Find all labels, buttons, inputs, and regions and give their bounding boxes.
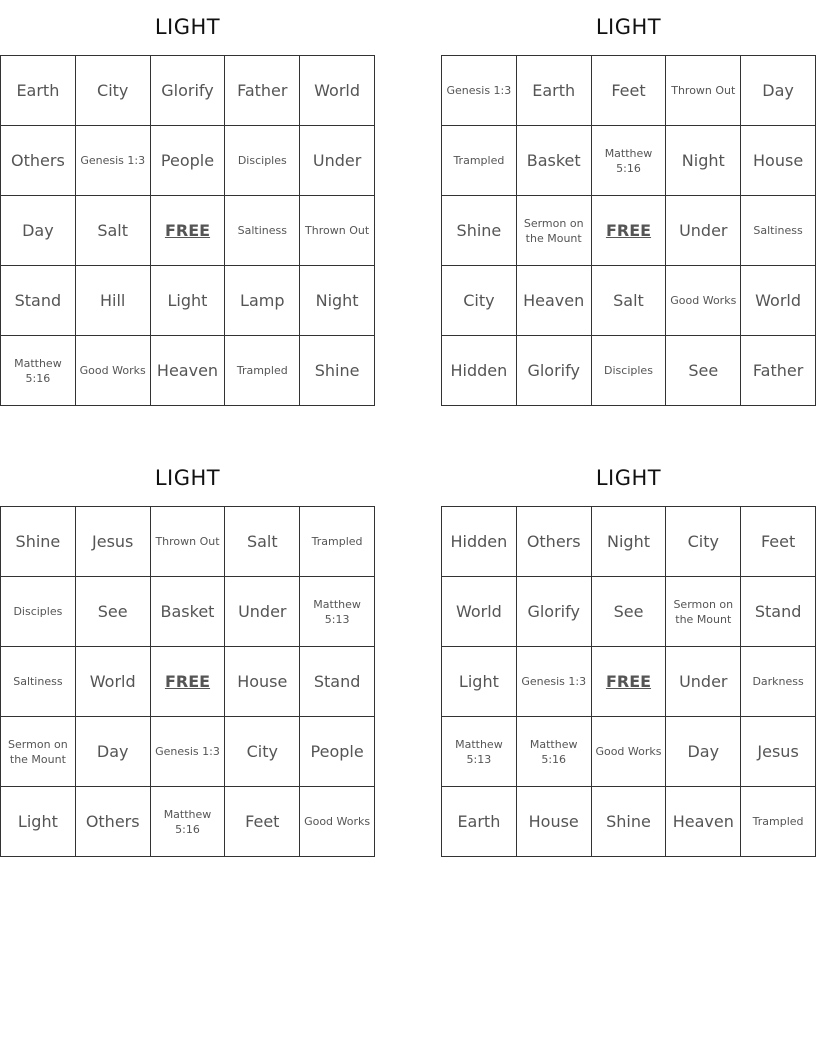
bingo-cell: Hidden	[442, 336, 517, 406]
bingo-grid	[0, 55, 375, 406]
card-title: LIGHT	[154, 15, 221, 39]
free-space-cell: FREE	[151, 196, 226, 266]
bingo-cell: World	[741, 266, 816, 336]
bingo-cell: Genesis 1:3	[151, 717, 226, 787]
bingo-cell: Thrown Out	[151, 507, 226, 577]
bingo-cell: Hidden	[442, 507, 517, 577]
bingo-cell: Stand	[741, 577, 816, 647]
bingo-cell: Disciples	[1, 577, 76, 647]
bingo-cell: World	[300, 56, 375, 126]
bingo-cell: Good Works	[76, 336, 151, 406]
bingo-cell: Saltiness	[1, 647, 76, 717]
bingo-cell: People	[300, 717, 375, 787]
bingo-grid	[441, 506, 816, 857]
bingo-cell: Father	[225, 56, 300, 126]
bingo-cell: Feet	[592, 56, 667, 126]
free-space-cell: FREE	[151, 647, 226, 717]
bingo-cell: Trampled	[300, 507, 375, 577]
bingo-cell: Stand	[300, 647, 375, 717]
bingo-cell: Earth	[517, 56, 592, 126]
bingo-cell: City	[76, 56, 151, 126]
bingo-cell: Shine	[592, 787, 667, 857]
bingo-cell: Good Works	[300, 787, 375, 857]
bingo-cell: Night	[592, 507, 667, 577]
bingo-cell: House	[225, 647, 300, 717]
bingo-cell: Matthew 5:13	[442, 717, 517, 787]
bingo-cell: Salt	[592, 266, 667, 336]
bingo-cell: Lamp	[225, 266, 300, 336]
bingo-cell: Genesis 1:3	[442, 56, 517, 126]
bingo-cell: Light	[151, 266, 226, 336]
bingo-cell: Trampled	[225, 336, 300, 406]
bingo-cell: Heaven	[666, 787, 741, 857]
bingo-cell: Shine	[300, 336, 375, 406]
bingo-cell: Shine	[442, 196, 517, 266]
bingo-cell: Matthew 5:16	[592, 126, 667, 196]
bingo-cell: Genesis 1:3	[76, 126, 151, 196]
bingo-cell: Trampled	[442, 126, 517, 196]
bingo-cell: Disciples	[225, 126, 300, 196]
bingo-cell: Glorify	[517, 336, 592, 406]
bingo-cell: Matthew 5:16	[1, 336, 76, 406]
bingo-cell: Father	[741, 336, 816, 406]
bingo-cell: Feet	[225, 787, 300, 857]
bingo-cell: Basket	[517, 126, 592, 196]
bingo-cell: Others	[1, 126, 76, 196]
bingo-cell: Shine	[1, 507, 76, 577]
bingo-cell: Light	[442, 647, 517, 717]
card-title: LIGHT	[595, 15, 662, 39]
bingo-cell: Matthew 5:16	[151, 787, 226, 857]
bingo-cell: People	[151, 126, 226, 196]
bingo-card-1	[0, 0, 375, 406]
bingo-cell: Thrown Out	[666, 56, 741, 126]
bingo-cell: Day	[666, 717, 741, 787]
bingo-cell: Others	[517, 507, 592, 577]
bingo-cell: Salt	[225, 507, 300, 577]
bingo-cell: See	[76, 577, 151, 647]
bingo-cell: Sermon on the Mount	[517, 196, 592, 266]
bingo-cell: Thrown Out	[300, 196, 375, 266]
bingo-cell: Trampled	[741, 787, 816, 857]
bingo-cell: Jesus	[76, 507, 151, 577]
bingo-cell: Earth	[442, 787, 517, 857]
bingo-cell: City	[666, 507, 741, 577]
bingo-cell: Sermon on the Mount	[666, 577, 741, 647]
bingo-cell: Basket	[151, 577, 226, 647]
bingo-cell: World	[76, 647, 151, 717]
bingo-cell: Jesus	[741, 717, 816, 787]
bingo-cell: House	[741, 126, 816, 196]
bingo-cell: Genesis 1:3	[517, 647, 592, 717]
bingo-cell: City	[442, 266, 517, 336]
bingo-cell: Hill	[76, 266, 151, 336]
bingo-cell: Day	[1, 196, 76, 266]
bingo-cell: Day	[741, 56, 816, 126]
bingo-card-3	[0, 451, 375, 857]
bingo-cell: Under	[666, 647, 741, 717]
card-title: LIGHT	[154, 466, 221, 490]
bingo-cell: World	[442, 577, 517, 647]
bingo-grid	[441, 55, 816, 406]
bingo-cell: Earth	[1, 56, 76, 126]
bingo-cell: Heaven	[517, 266, 592, 336]
bingo-cell: Under	[666, 196, 741, 266]
bingo-cell: Salt	[76, 196, 151, 266]
bingo-cell: Disciples	[592, 336, 667, 406]
bingo-cell: Stand	[1, 266, 76, 336]
bingo-cell: See	[666, 336, 741, 406]
free-space-cell: FREE	[592, 196, 667, 266]
bingo-grid	[0, 506, 375, 857]
bingo-cell: Glorify	[517, 577, 592, 647]
bingo-cell: Others	[76, 787, 151, 857]
bingo-cell: Glorify	[151, 56, 226, 126]
bingo-cell: Matthew 5:13	[300, 577, 375, 647]
bingo-cell: Under	[300, 126, 375, 196]
bingo-cell: Heaven	[151, 336, 226, 406]
bingo-card-4	[441, 451, 816, 857]
bingo-card-2	[441, 0, 816, 406]
bingo-cell: Saltiness	[225, 196, 300, 266]
bingo-cell: Darkness	[741, 647, 816, 717]
bingo-cell: Feet	[741, 507, 816, 577]
bingo-cell: Sermon on the Mount	[1, 717, 76, 787]
bingo-cell: City	[225, 717, 300, 787]
bingo-cell: Day	[76, 717, 151, 787]
bingo-cell: House	[517, 787, 592, 857]
bingo-cell: Under	[225, 577, 300, 647]
bingo-cell: Good Works	[666, 266, 741, 336]
bingo-cell: Matthew 5:16	[517, 717, 592, 787]
bingo-cell: Saltiness	[741, 196, 816, 266]
bingo-cell: Night	[666, 126, 741, 196]
bingo-cell: Good Works	[592, 717, 667, 787]
bingo-cell: Night	[300, 266, 375, 336]
bingo-cell: Light	[1, 787, 76, 857]
bingo-cell: See	[592, 577, 667, 647]
card-title: LIGHT	[595, 466, 662, 490]
free-space-cell: FREE	[592, 647, 667, 717]
